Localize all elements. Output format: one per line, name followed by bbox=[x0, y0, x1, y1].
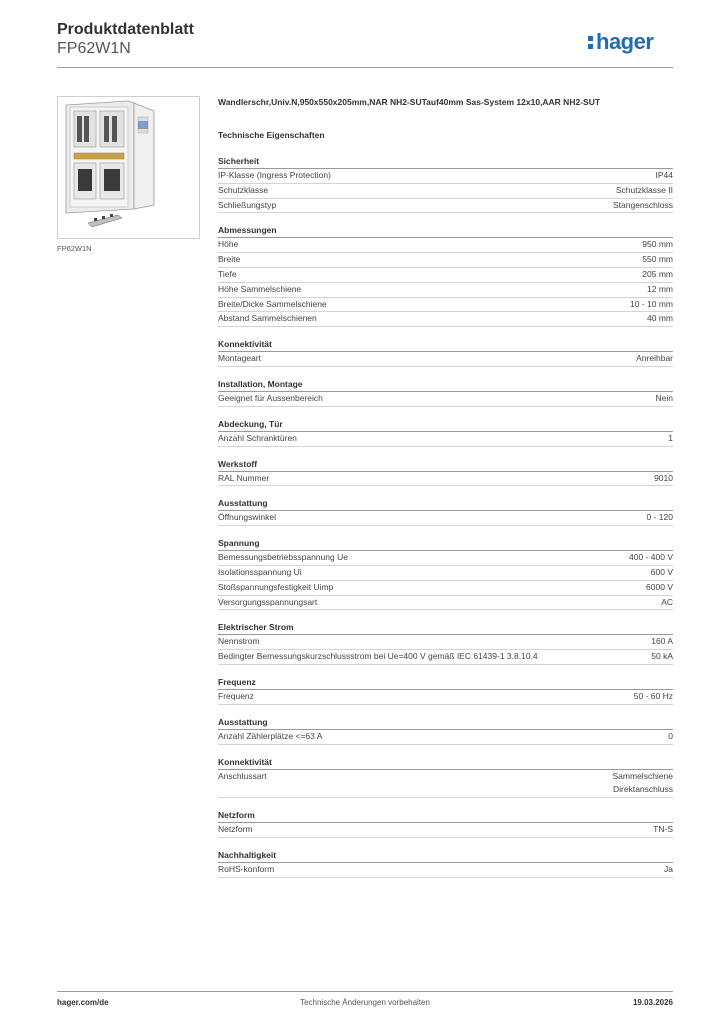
section-title: Frequenz bbox=[218, 676, 673, 690]
property-row bbox=[218, 432, 673, 447]
property-label: Frequenz bbox=[218, 690, 254, 701]
property-value: 0 - 120 bbox=[646, 512, 673, 523]
footer-date: 19.03.2026 bbox=[632, 998, 673, 1007]
property-row bbox=[218, 566, 673, 581]
technical-properties-table bbox=[218, 155, 673, 889]
property-value: 160 A bbox=[651, 636, 673, 647]
property-value: AC bbox=[661, 596, 673, 607]
section-title: Nachhaltigkeit bbox=[218, 849, 673, 863]
property-label: Breite/Dicke Sammelschiene bbox=[218, 298, 327, 309]
property-value: TN-S bbox=[653, 824, 673, 835]
property-section bbox=[218, 458, 673, 487]
property-label: Höhe Sammelschiene bbox=[218, 283, 302, 294]
property-value: 12 mm bbox=[647, 283, 673, 294]
section-title: Netzform bbox=[218, 809, 673, 823]
property-section bbox=[218, 224, 673, 327]
section-title: Abdeckung, Tür bbox=[218, 418, 673, 432]
section-title: Konnektivität bbox=[218, 756, 673, 770]
section-title: Sicherheit bbox=[218, 155, 673, 169]
property-row bbox=[218, 298, 673, 313]
property-label: Schließungstyp bbox=[218, 199, 277, 210]
property-row bbox=[218, 596, 673, 611]
property-section bbox=[218, 497, 673, 526]
document-title: Produktdatenblatt bbox=[57, 21, 194, 38]
section-title: Ausstattung bbox=[218, 497, 673, 511]
property-label: RoHS-konform bbox=[218, 863, 275, 874]
property-label: Nennstrom bbox=[218, 636, 260, 647]
section-title: Werkstoff bbox=[218, 458, 673, 472]
property-value: Anreihbar bbox=[636, 353, 673, 364]
property-value: Stangenschloss bbox=[612, 199, 673, 210]
property-value: Sammelschiene Direktanschluss bbox=[612, 770, 673, 795]
property-value: 205 mm bbox=[642, 268, 673, 279]
property-value: IP44 bbox=[655, 170, 673, 180]
property-value: 400 - 400 V bbox=[629, 552, 673, 563]
footer-divider bbox=[57, 991, 673, 992]
property-row bbox=[218, 863, 673, 878]
section-title: Konnektivität bbox=[218, 338, 673, 352]
property-label: Bedingter Bemessungskurzschlussstrom bei Ue=400 V gemäß IEC 61439-1 3.8.10.4 bbox=[218, 651, 538, 662]
property-label: Stoßspannungsfestigkeit Uimp bbox=[218, 581, 334, 592]
property-row bbox=[218, 253, 673, 268]
property-label: IP-Klasse (Ingress Protection) bbox=[218, 170, 331, 180]
property-label: Anzahl Zählerplätze <=63 A bbox=[218, 730, 323, 741]
property-label: Anzahl Schranktüren bbox=[218, 432, 297, 443]
property-value: Nein bbox=[655, 392, 673, 403]
property-label: Anschlussart bbox=[218, 770, 267, 781]
property-value: Ja bbox=[664, 863, 673, 874]
property-label: Versorgungsspannungsart bbox=[218, 596, 318, 607]
property-value: 6000 V bbox=[646, 581, 673, 592]
section-title: Abmessungen bbox=[218, 224, 673, 238]
property-section bbox=[218, 676, 673, 705]
property-value: 600 V bbox=[650, 566, 673, 577]
section-title: Ausstattung bbox=[218, 716, 673, 730]
property-row bbox=[218, 169, 673, 184]
property-label: Tiefe bbox=[218, 268, 237, 279]
property-value: Schutzklasse II bbox=[615, 184, 673, 195]
property-section bbox=[218, 378, 673, 407]
section-title: Elektrischer Strom bbox=[218, 621, 673, 635]
property-section bbox=[218, 809, 673, 838]
property-section bbox=[218, 418, 673, 447]
property-label: Abstand Sammelschienen bbox=[218, 313, 317, 324]
property-value: 0 bbox=[668, 730, 673, 741]
section-title: Installation, Montage bbox=[218, 378, 673, 392]
property-row bbox=[218, 392, 673, 407]
property-row bbox=[218, 770, 673, 799]
property-row bbox=[218, 199, 673, 214]
hager-logo bbox=[587, 28, 673, 54]
property-label: Öffnungswinkel bbox=[218, 512, 276, 523]
footer-notice: Technische Änderungen vorbehalten bbox=[300, 998, 430, 1007]
property-row bbox=[218, 238, 673, 253]
property-section bbox=[218, 621, 673, 665]
property-row bbox=[218, 184, 673, 199]
property-value: 40 mm bbox=[647, 313, 673, 324]
page-footer bbox=[57, 998, 673, 1012]
footer-website: hager.com/de bbox=[57, 998, 109, 1007]
property-value: 1 bbox=[668, 432, 673, 443]
property-label: Schutzklasse bbox=[218, 184, 269, 195]
property-row bbox=[218, 472, 673, 487]
image-caption: FP62W1N bbox=[57, 244, 92, 253]
property-label: Geeignet für Aussenbereich bbox=[218, 392, 323, 403]
property-label: Bemessungsbetriebsspannung Ue bbox=[218, 552, 348, 563]
property-value: 50 - 60 Hz bbox=[633, 690, 673, 701]
technical-properties-heading: Technische Eigenschaften bbox=[218, 130, 325, 140]
property-value: 950 mm bbox=[642, 239, 673, 250]
property-row bbox=[218, 690, 673, 705]
property-row bbox=[218, 511, 673, 526]
product-code: FP62W1N bbox=[57, 40, 131, 57]
property-row bbox=[218, 823, 673, 838]
property-row bbox=[218, 312, 673, 327]
property-value: 550 mm bbox=[642, 254, 673, 265]
product-image bbox=[57, 96, 200, 239]
property-row bbox=[218, 283, 673, 298]
property-label: Breite bbox=[218, 254, 241, 265]
section-title: Spannung bbox=[218, 537, 673, 551]
property-row bbox=[218, 650, 673, 665]
property-section bbox=[218, 155, 673, 213]
property-row bbox=[218, 635, 673, 650]
property-row bbox=[218, 352, 673, 367]
property-row bbox=[218, 551, 673, 566]
property-section bbox=[218, 756, 673, 799]
property-section bbox=[218, 716, 673, 745]
property-label: Isolationsspannung Ui bbox=[218, 566, 302, 577]
property-label: Montageart bbox=[218, 353, 261, 364]
page-header bbox=[57, 20, 673, 67]
logo-wordmark: hager bbox=[596, 29, 654, 54]
property-label: Netzform bbox=[218, 824, 253, 835]
property-value: 50 kA bbox=[651, 651, 673, 662]
property-section bbox=[218, 849, 673, 878]
header-divider bbox=[57, 67, 673, 68]
property-value: 9010 bbox=[654, 472, 673, 483]
property-row bbox=[218, 268, 673, 283]
property-section bbox=[218, 338, 673, 367]
property-label: Höhe bbox=[218, 239, 239, 250]
property-section bbox=[218, 537, 673, 610]
property-label: RAL Nummer bbox=[218, 472, 270, 483]
property-row bbox=[218, 581, 673, 596]
product-description: Wandlerschr,Univ.N,950x550x205mm,NAR NH2-SUTauf40mm Sas-System 12x10,AAR NH2-SUT bbox=[218, 97, 601, 107]
property-value: 10 - 10 mm bbox=[630, 298, 673, 309]
property-row bbox=[218, 730, 673, 745]
